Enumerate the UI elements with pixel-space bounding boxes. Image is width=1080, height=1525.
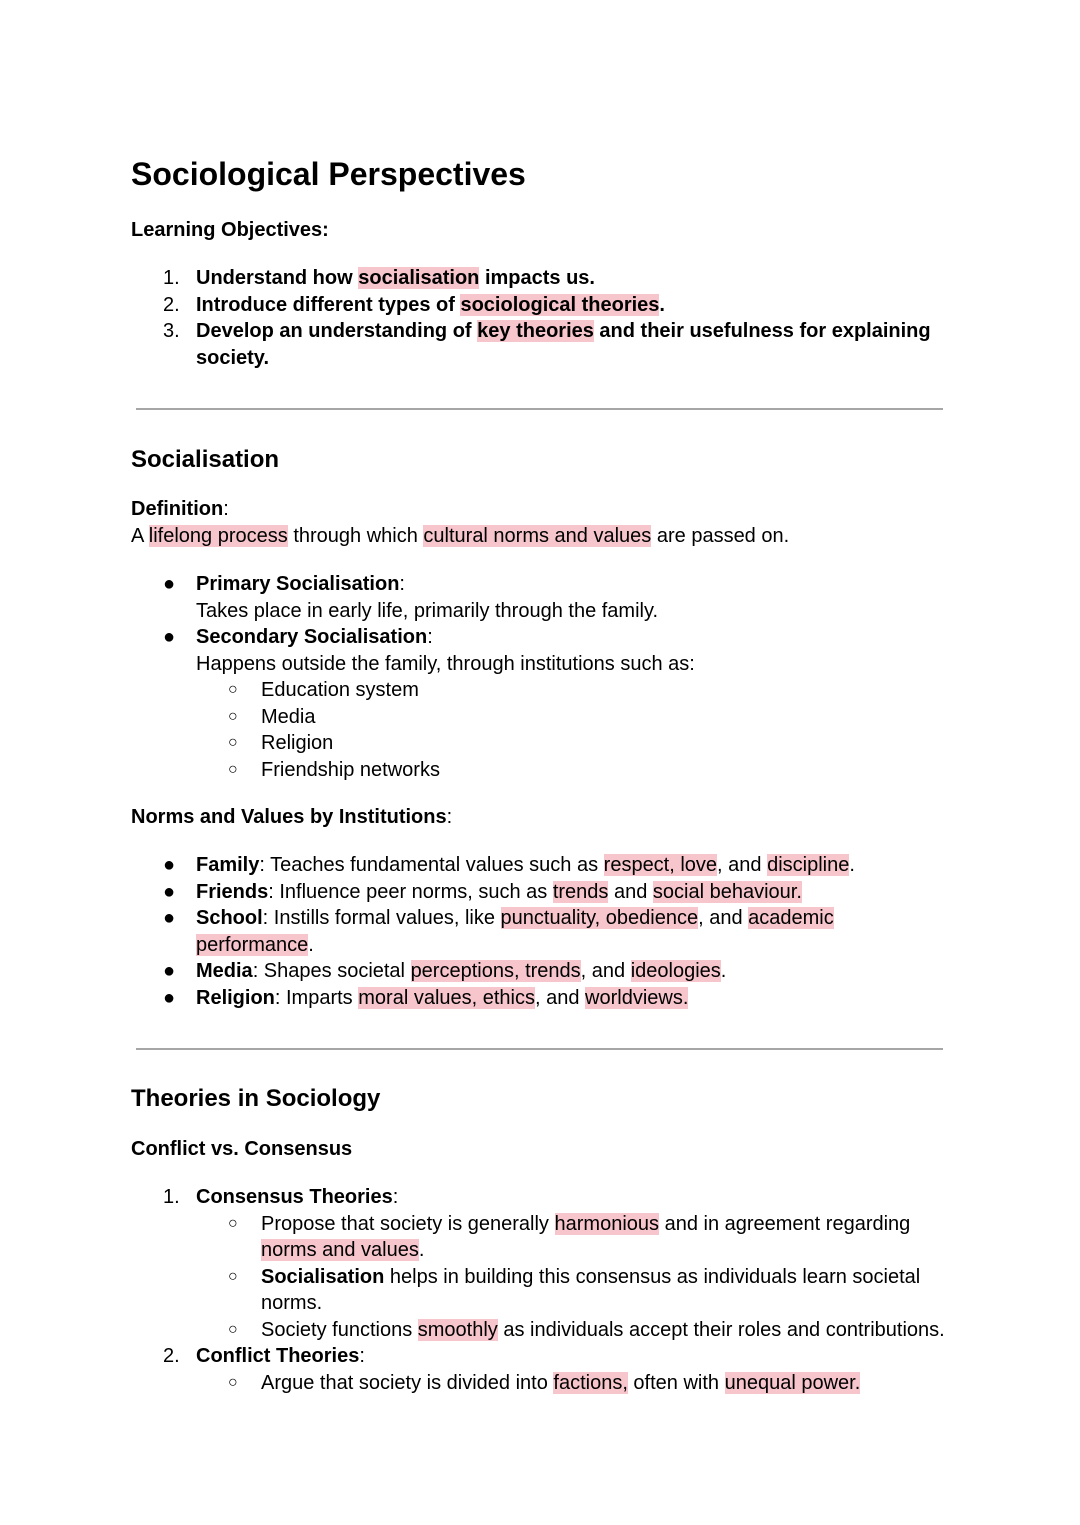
text: . xyxy=(849,854,855,876)
list-item xyxy=(131,1184,961,1211)
section-divider xyxy=(136,408,943,410)
colon: : xyxy=(399,573,405,595)
list-item xyxy=(131,958,943,985)
list-item xyxy=(131,1370,961,1397)
list-item xyxy=(131,985,943,1012)
colon: : xyxy=(392,1186,399,1208)
document-title: Sociological Perspectives xyxy=(131,156,526,192)
highlight: unequal power. xyxy=(724,1371,861,1394)
highlight: trends xyxy=(552,880,609,903)
institution-label: Media xyxy=(196,960,253,982)
list-item xyxy=(131,1317,961,1344)
institutions-list xyxy=(131,677,943,783)
bullet-icon: ● xyxy=(163,880,176,903)
list-item xyxy=(131,677,943,704)
objective-item xyxy=(131,265,943,292)
text: , and xyxy=(717,854,768,876)
circle-bullet-icon: ○ xyxy=(228,1320,238,1338)
theories-list xyxy=(131,1184,961,1396)
theory-label: Conflict Theories xyxy=(196,1345,360,1367)
norms-list xyxy=(131,852,943,1011)
objective-item xyxy=(131,318,943,371)
institution-label: Friends xyxy=(196,880,269,903)
subheading-conflict-consensus: Conflict vs. Consensus xyxy=(131,1138,353,1160)
text: Argue that society is divided into xyxy=(261,1371,554,1394)
colon: : xyxy=(359,1345,365,1367)
highlight: socialisation xyxy=(358,267,480,289)
type-label: Primary Socialisation xyxy=(196,573,400,595)
section-divider xyxy=(136,1048,943,1050)
list-item xyxy=(131,1211,961,1264)
list-item xyxy=(131,704,943,731)
text: norms. xyxy=(261,1292,323,1314)
institution-label: School xyxy=(196,907,263,929)
text: often with xyxy=(627,1371,725,1394)
section-heading-socialisation: Socialisation xyxy=(131,446,280,473)
definition-text xyxy=(131,523,789,550)
colon: : xyxy=(427,626,433,648)
objective-text: . xyxy=(659,293,665,316)
text: and xyxy=(608,880,653,903)
learning-objectives-list xyxy=(131,265,943,371)
highlight: respect, love xyxy=(603,854,718,876)
circle-bullet-icon: ○ xyxy=(228,707,238,725)
institution: Media xyxy=(261,705,316,728)
colon: : xyxy=(223,498,229,520)
list-number: 1. xyxy=(163,267,180,289)
circle-bullet-icon: ○ xyxy=(228,1373,238,1391)
circle-bullet-icon: ○ xyxy=(228,1267,238,1285)
text: are passed on. xyxy=(651,525,790,547)
bold-term: Socialisation xyxy=(261,1265,385,1288)
highlight: key theories xyxy=(477,320,594,342)
list-item xyxy=(131,852,943,879)
list-item xyxy=(131,1343,961,1370)
bullet-icon: ● xyxy=(163,626,176,648)
highlight: performance xyxy=(196,933,309,956)
highlight: ideologies xyxy=(630,960,721,982)
institution-label: Family xyxy=(196,854,260,876)
norms-heading: Norms and Values by Institutions xyxy=(131,806,447,828)
highlight: moral values, ethics xyxy=(358,986,535,1009)
definition-label-line xyxy=(131,496,229,523)
highlight: perceptions, trends xyxy=(410,960,581,982)
objective-item xyxy=(131,292,943,319)
highlight: academic xyxy=(748,907,834,929)
text: : Imparts xyxy=(274,986,359,1009)
text: , and xyxy=(698,907,749,929)
objective-text: and their usefulness for explaining xyxy=(593,320,931,342)
definition-label: Definition xyxy=(131,498,224,520)
text: : Instills formal values, like xyxy=(262,907,501,929)
institution-label: Religion xyxy=(196,986,275,1009)
socialisation-types-list xyxy=(131,571,943,677)
text: A xyxy=(131,525,149,547)
institution: Education system xyxy=(261,679,419,701)
list-number: 2. xyxy=(163,1345,180,1367)
highlight: factions, xyxy=(553,1371,628,1394)
bullet-icon: ● xyxy=(163,854,176,876)
circle-bullet-icon: ○ xyxy=(228,760,238,778)
text: : Influence peer norms, such as xyxy=(268,880,553,903)
text: : Shapes societal xyxy=(252,960,411,982)
highlight: sociological theories xyxy=(460,293,660,316)
bullet-icon: ● xyxy=(163,573,176,595)
list-item xyxy=(131,1264,961,1317)
colon: : xyxy=(446,806,453,828)
highlight: cultural norms and values xyxy=(423,525,652,547)
text: and in agreement regarding xyxy=(659,1212,911,1235)
list-item xyxy=(131,879,943,906)
highlight: lifelong process xyxy=(148,525,288,547)
list-item xyxy=(131,571,943,624)
institution: Religion xyxy=(261,732,334,754)
learning-objectives-heading: Learning Objectives: xyxy=(131,219,329,241)
objective-text: Introduce different types of xyxy=(196,293,461,316)
type-desc: Happens outside the family, through institutions such as: xyxy=(196,652,695,675)
institution: Friendship networks xyxy=(261,758,440,781)
circle-bullet-icon: ○ xyxy=(228,681,238,698)
text: : Teaches fundamental values such as xyxy=(259,854,604,876)
theory-label: Consensus Theories xyxy=(196,1186,393,1208)
objective-text: Understand how xyxy=(196,267,359,289)
objective-text: society. xyxy=(196,346,269,369)
text: through which xyxy=(287,525,424,547)
highlight: social behaviour. xyxy=(652,880,802,903)
text: . xyxy=(720,960,727,982)
circle-bullet-icon: ○ xyxy=(228,734,238,751)
text: as individuals accept their roles and contributions. xyxy=(497,1318,945,1341)
text: Propose that society is generally xyxy=(261,1212,555,1235)
list-item xyxy=(131,757,943,784)
type-desc: Takes place in early life, primarily through the family. xyxy=(196,599,659,622)
text: . xyxy=(418,1239,425,1261)
section-heading-theories: Theories in Sociology xyxy=(131,1085,381,1112)
list-item xyxy=(131,624,943,677)
text: helps in building this consensus as individuals learn societal xyxy=(384,1265,921,1288)
objective-text: Develop an understanding of xyxy=(196,320,478,342)
highlight: discipline xyxy=(767,854,850,876)
highlight: worldviews. xyxy=(585,986,689,1009)
text: Society functions xyxy=(261,1318,418,1341)
circle-bullet-icon: ○ xyxy=(228,1214,238,1232)
list-item xyxy=(131,905,943,958)
type-label: Secondary Socialisation xyxy=(196,626,428,648)
text: , and xyxy=(580,960,631,982)
bullet-icon: ● xyxy=(163,907,176,929)
objective-text: impacts us. xyxy=(479,267,595,289)
text: , and xyxy=(535,986,586,1009)
bullet-icon: ● xyxy=(163,986,176,1009)
list-number: 1. xyxy=(163,1186,180,1208)
highlight: norms and values xyxy=(261,1239,419,1261)
bullet-icon: ● xyxy=(163,960,176,982)
text: . xyxy=(308,933,314,956)
highlight: smoothly xyxy=(417,1318,498,1341)
highlight: punctuality, obedience xyxy=(500,907,699,929)
list-number: 3. xyxy=(163,320,180,342)
highlight: harmonious xyxy=(554,1212,660,1235)
norms-heading-line xyxy=(131,804,452,831)
list-item xyxy=(131,730,943,757)
list-number: 2. xyxy=(163,293,180,316)
